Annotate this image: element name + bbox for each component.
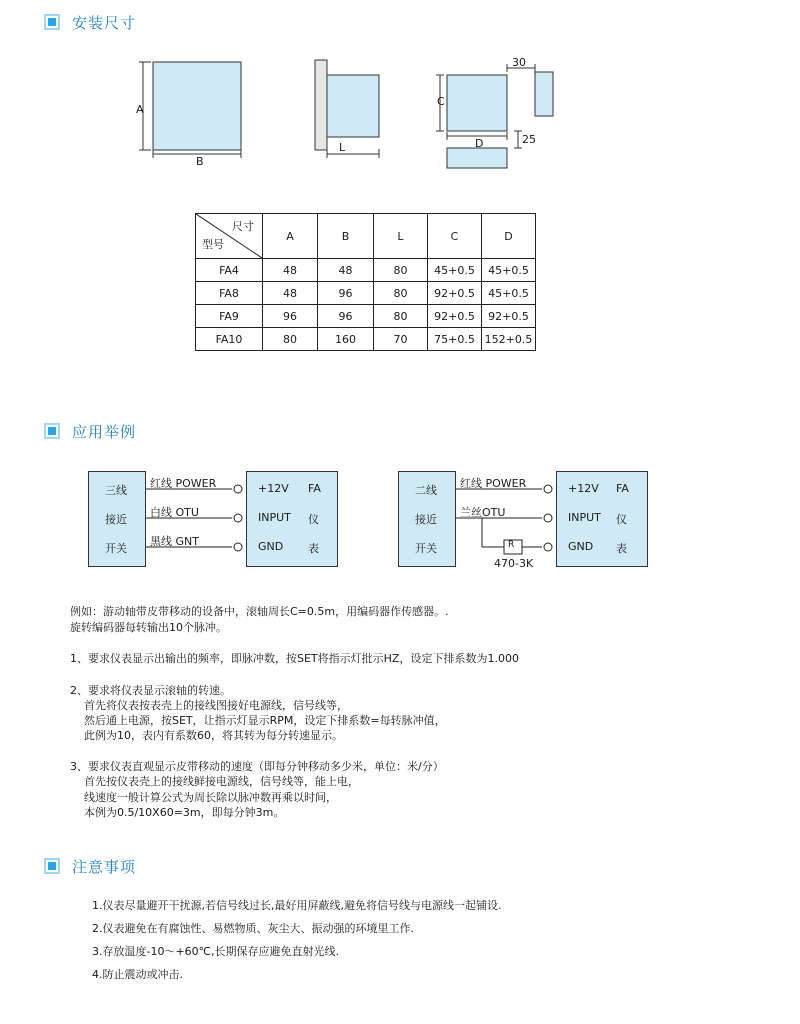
table-cell: 75+0.5 bbox=[428, 328, 482, 351]
table-row bbox=[196, 328, 536, 351]
example-line: 首先按仪表壳上的接线鲜接电源线，信号线等，能上电， bbox=[70, 775, 359, 788]
example-line: 1、要求仪表显示出输出的频率，即脉冲数，按SET将指示灯批示HZ，设定下排系数为1.000 bbox=[70, 652, 519, 665]
sensor-label: 接近 bbox=[415, 513, 437, 526]
wire-label: 红线 POWER bbox=[150, 477, 217, 490]
section-notes-title: 注意事项 bbox=[72, 857, 137, 876]
note-item: 4.防止震动或冲击. bbox=[92, 968, 183, 981]
side-view-body bbox=[327, 75, 379, 137]
terminal-label: GND bbox=[258, 540, 284, 553]
section-bullet-icon bbox=[44, 858, 60, 874]
table-cell: 70 bbox=[374, 328, 428, 351]
table-cell: 92+0.5 bbox=[428, 305, 482, 328]
wire-label: 红线 POWER bbox=[460, 477, 527, 490]
meter-label: FA bbox=[616, 482, 629, 495]
table-cell: 45+0.5 bbox=[428, 259, 482, 282]
table-cell: 80 bbox=[374, 282, 428, 305]
table-cell: 96 bbox=[318, 282, 374, 305]
example-line: 旋转编码器每转输出10个脉冲。 bbox=[70, 621, 227, 634]
col-header: C bbox=[428, 214, 482, 259]
section-application-header bbox=[44, 421, 136, 441]
section-bullet-icon bbox=[44, 14, 60, 30]
table-cell: FA10 bbox=[196, 328, 263, 351]
col-header: D bbox=[482, 214, 536, 259]
dim-label-b: B bbox=[196, 155, 204, 168]
dim-label-30: 30 bbox=[512, 56, 526, 69]
example-line: 3、要求仪表直观显示皮带移动的速度（即每分钟移动多少米，单位：米/分） bbox=[70, 760, 444, 773]
meter-label: 仪 bbox=[308, 513, 319, 526]
resistor-value: 470-3K bbox=[494, 557, 534, 570]
section-bullet-icon bbox=[44, 423, 60, 439]
front-view-panel bbox=[153, 62, 241, 150]
table-cell: 48 bbox=[263, 282, 318, 305]
dim-label-l: L bbox=[339, 141, 346, 154]
dim-label-d: D bbox=[475, 137, 484, 150]
table-row bbox=[196, 259, 536, 282]
example-line: 例如：游动轴带皮带移动的设备中，滚轴周长C=0.5m，用编码器作传感器。. bbox=[70, 605, 449, 618]
header-size: 尺寸 bbox=[232, 220, 254, 233]
terminal-label: +12V bbox=[258, 482, 289, 495]
col-header: A bbox=[263, 214, 318, 259]
col-header: L bbox=[374, 214, 428, 259]
sensor-label: 接近 bbox=[105, 513, 127, 526]
terminal-label: +12V bbox=[568, 482, 599, 495]
table-cell: 48 bbox=[318, 259, 374, 282]
meter-label: FA bbox=[308, 482, 321, 495]
table-cell: 96 bbox=[318, 305, 374, 328]
section-install-header bbox=[44, 12, 136, 32]
terminal-label: INPUT bbox=[568, 511, 601, 524]
header-model: 型号 bbox=[202, 238, 224, 251]
table-row bbox=[196, 305, 536, 328]
table-cell: 160 bbox=[318, 328, 374, 351]
wire-label: 黑线 GNT bbox=[150, 535, 199, 548]
table-cell: 152+0.5 bbox=[482, 328, 536, 351]
table-diagonal-header bbox=[196, 214, 263, 259]
table-cell: 48 bbox=[263, 259, 318, 282]
table-cell: FA4 bbox=[196, 259, 263, 282]
example-line: 线速度一般计算公式为周长除以脉冲数再乘以时间， bbox=[70, 791, 337, 804]
example-line: 首先将仪表按表壳上的接线图接好电源线，信号线等， bbox=[70, 699, 348, 712]
section-notes-header bbox=[44, 856, 136, 876]
terminal-label: GND bbox=[568, 540, 594, 553]
dim-label-a: A bbox=[136, 103, 144, 116]
table-cell: FA9 bbox=[196, 305, 263, 328]
table-cell: FA8 bbox=[196, 282, 263, 305]
sensor-label: 开关 bbox=[105, 542, 127, 555]
example-line: 2、要求将仪表显示滚轴的转速。 bbox=[70, 684, 231, 697]
table-cell: 80 bbox=[263, 328, 318, 351]
note-item: 3.存放温度-10～+60℃,长期保存应避免直射光线. bbox=[92, 945, 340, 958]
table-header-row bbox=[196, 214, 536, 259]
dimension-table bbox=[195, 213, 536, 351]
cutout-view bbox=[447, 75, 507, 131]
terminal-label: INPUT bbox=[258, 511, 291, 524]
dim-label-c: C bbox=[437, 95, 445, 108]
resistor-symbol: R bbox=[508, 540, 515, 550]
table-cell: 96 bbox=[263, 305, 318, 328]
wire-label: 白线 OTU bbox=[150, 506, 199, 519]
note-item: 1.仪表尽量避开干扰源,若信号线过长,最好用屏蔽线,避免将信号线与电源线一起铺设. bbox=[92, 899, 502, 912]
table-cell: 45+0.5 bbox=[482, 282, 536, 305]
wire-label: 兰丝OTU bbox=[460, 506, 506, 519]
note-item: 2.仪表避免在有腐蚀性、易燃物质、灰尘大、振动强的环境里工作. bbox=[92, 922, 414, 935]
table-cell: 80 bbox=[374, 259, 428, 282]
col-header: B bbox=[318, 214, 374, 259]
example-line: 本例为0.5/10X60=3m，即每分钟3m。 bbox=[70, 806, 285, 819]
table-row bbox=[196, 282, 536, 305]
sensor-label: 二线 bbox=[415, 484, 437, 497]
example-line: 然后通上电源，按SET，让指示灯显示RPM，设定下排系数=每转脉冲值， bbox=[70, 714, 446, 727]
section-install-title: 安装尺寸 bbox=[72, 13, 137, 32]
meter-label: 表 bbox=[308, 542, 319, 555]
table-cell: 92+0.5 bbox=[428, 282, 482, 305]
section-application-title: 应用举例 bbox=[72, 422, 137, 441]
sensor-label: 三线 bbox=[105, 484, 127, 497]
example-line: 此例为10，表内有系数60，将其转为每分转速显示。 bbox=[70, 729, 343, 742]
meter-label: 仪 bbox=[616, 513, 627, 526]
sensor-label: 开关 bbox=[415, 542, 437, 555]
table-cell: 92+0.5 bbox=[482, 305, 536, 328]
table-cell: 45+0.5 bbox=[482, 259, 536, 282]
dim-label-25: 25 bbox=[522, 133, 536, 146]
meter-label: 表 bbox=[616, 542, 627, 555]
table-cell: 80 bbox=[374, 305, 428, 328]
